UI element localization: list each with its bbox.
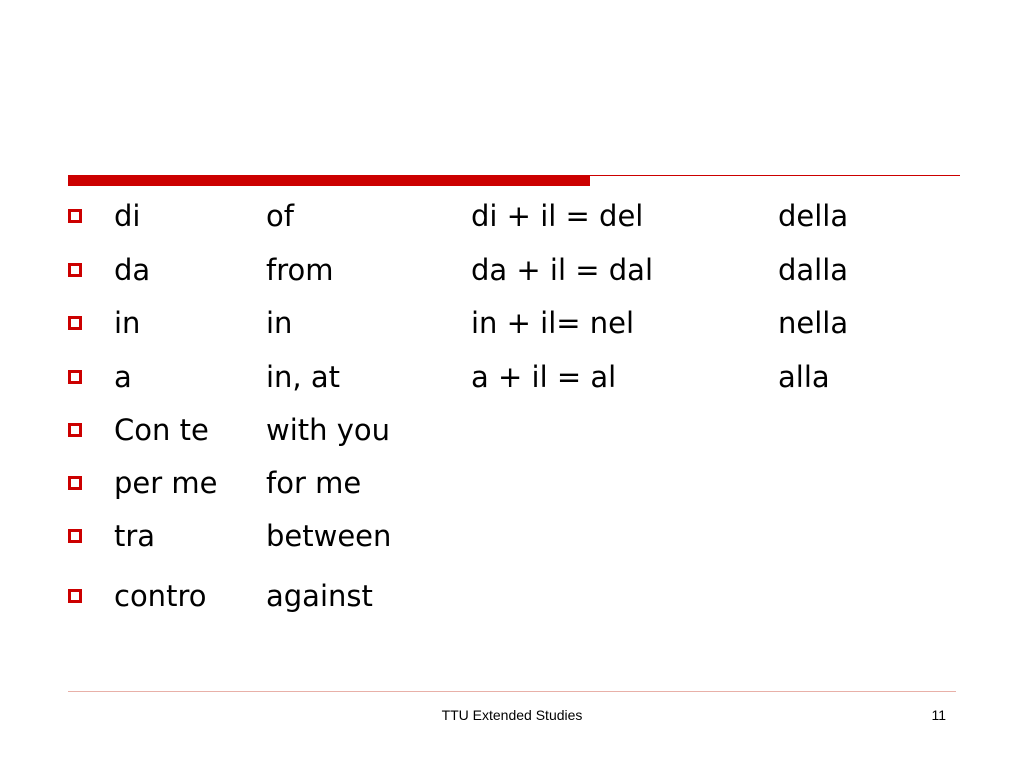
english-meaning: in, at	[266, 360, 341, 394]
italian-word: di	[114, 199, 141, 233]
list-item	[0, 303, 1000, 343]
english-meaning: between	[266, 519, 392, 553]
title-accent-bar	[68, 175, 590, 186]
italian-word: contro	[114, 579, 207, 613]
footer-rule	[68, 691, 956, 692]
footer-text: TTU Extended Studies	[441, 707, 583, 723]
contraction: in + il= nel	[471, 306, 635, 340]
square-bullet-icon	[68, 316, 82, 330]
list-item	[0, 196, 1000, 236]
contraction: a + il = al	[471, 360, 617, 394]
square-bullet-icon	[68, 263, 82, 277]
italian-word: Con te	[114, 413, 209, 447]
italian-word: tra	[114, 519, 156, 553]
feminine-form: alla	[778, 360, 830, 394]
italian-word: in	[114, 306, 141, 340]
italian-word: da	[114, 253, 151, 287]
contraction: da + il = dal	[471, 253, 654, 287]
page-number: 11	[931, 707, 946, 723]
english-meaning: for me	[266, 466, 362, 500]
square-bullet-icon	[68, 589, 82, 603]
square-bullet-icon	[68, 529, 82, 543]
italian-word: a	[114, 360, 132, 394]
square-bullet-icon	[68, 209, 82, 223]
contraction: di + il = del	[471, 199, 644, 233]
list-item	[0, 516, 1000, 556]
english-meaning: against	[266, 579, 373, 613]
list-item	[0, 576, 1000, 616]
english-meaning: of	[266, 199, 294, 233]
english-meaning: in	[266, 306, 293, 340]
english-meaning: with you	[266, 413, 391, 447]
square-bullet-icon	[68, 476, 82, 490]
square-bullet-icon	[68, 370, 82, 384]
feminine-form: della	[778, 199, 849, 233]
feminine-form: dalla	[778, 253, 849, 287]
title-accent-line	[590, 175, 960, 176]
feminine-form: nella	[778, 306, 849, 340]
list-item	[0, 463, 1000, 503]
english-meaning: from	[266, 253, 334, 287]
square-bullet-icon	[68, 423, 82, 437]
italian-word: per me	[114, 466, 218, 500]
list-item	[0, 410, 1000, 450]
list-item	[0, 357, 1000, 397]
list-item	[0, 250, 1000, 290]
